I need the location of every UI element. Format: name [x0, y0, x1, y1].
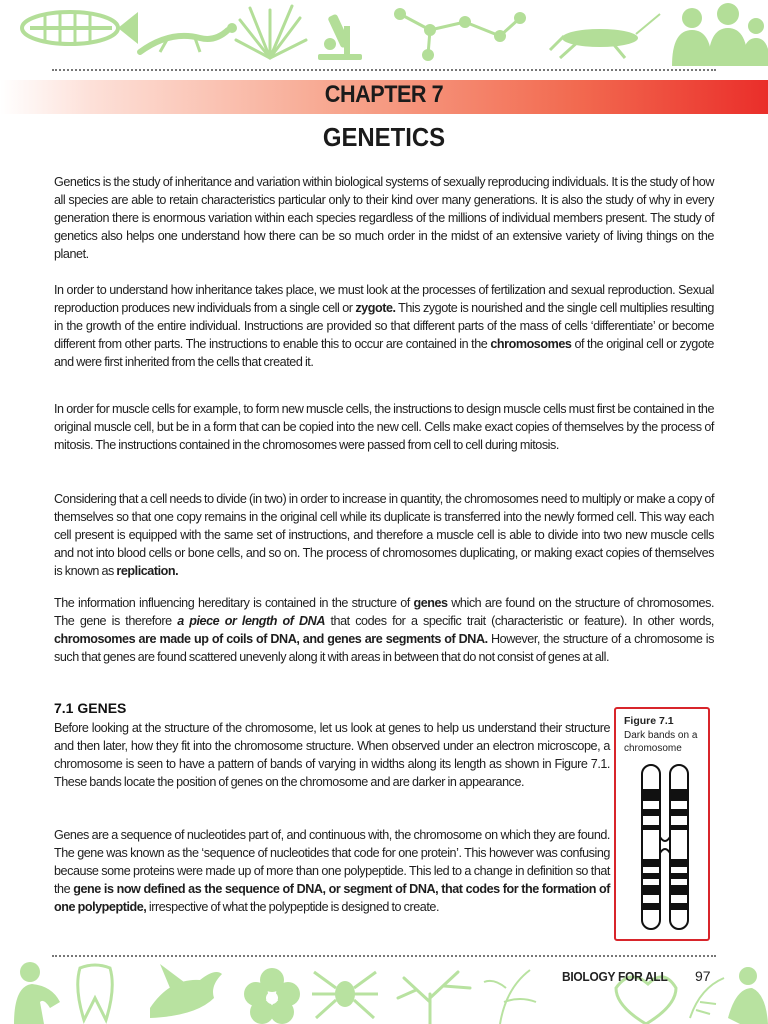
- dark-band: [640, 859, 690, 867]
- paragraph-4: [54, 490, 714, 580]
- text-run: Genes are a sequence of nucleotides part of, and continuous with, the chromosome on which they are found. The gene was known as the ‘sequence of nucleotides that code for one protein’. This however was confusing because some proteins were made up of more than one polypeptide. This led to a change in definition so that the: [54, 828, 610, 896]
- dark-band: [640, 825, 690, 830]
- text-run: that codes for a specific trait (characteristic or feature). In other words,: [324, 614, 714, 628]
- text-run: Genetics is the study of inheritance and variation within biological systems of sexually reproducing individuals. It is the study of how all species are able to retain characteristics particular only to their kind over many generations. It is also the study of why in every generation there is enormous variation within each species regardless of the millions of individual members present. The study of genetics also helps one understand how there can be so much order in the midst of an extensive variety of living things on the planet.: [54, 175, 714, 261]
- text-run: In order for muscle cells for example, to form new muscle cells, the instructions to design muscle cells must first be contained in the original muscle cell, but be in a form that can be copied into the new cell. Cells make exact copies of themselves by the process of mitosis. The instructions contained in the chromosomes were passed from cell to cell during mitosis.: [54, 402, 714, 452]
- header-dotted-rule: [52, 69, 716, 71]
- paragraph-2: [54, 281, 714, 371]
- paragraph-5: [54, 594, 714, 666]
- dark-band: [640, 885, 690, 895]
- people-icon: [672, 3, 768, 66]
- text-run: Considering that a cell needs to divide (in two) in order to increase in quantity, the chromosomes need to multiply or make a copy of themselves so that one copy remains in the original cell while its duplicate is transferred into the newly formed cell. This way each cell present is equipped with the same set of instructions, and therefore a muscle cell is able to divide into two new muscle cells and not into blood cells or bone cells, and so on. The process of chromosomes duplicating, or making exact copies of themselves is known as: [54, 492, 714, 578]
- fish-skeleton-icon: [22, 12, 138, 44]
- figure-label: Figure 7.1: [624, 715, 674, 727]
- text-run: of the original cell or zygote and were first inherited from the cells that created it.: [54, 337, 714, 369]
- text-run: The information influencing hereditary is contained in the structure of: [54, 596, 414, 610]
- text-run: gene is now defined as the sequence of DNA, or segment of DNA, that codes for the formation of one polypeptide,: [54, 882, 610, 914]
- lizard-icon: [140, 23, 237, 52]
- paragraph-1: [54, 173, 714, 263]
- plant-icon: [484, 970, 536, 1024]
- figure-caption: Dark bands on a chromosome: [624, 730, 698, 754]
- footer-book-title: BIOLOGY FOR ALL: [562, 969, 668, 984]
- text-run: irrespective of what the polypeptide is designed to create.: [146, 900, 439, 914]
- section-paragraph-1: [54, 719, 610, 791]
- dark-band: [640, 789, 690, 801]
- figure-7-1: [614, 707, 710, 941]
- text-run: This zygote is nourished and the single cell multiplies resulting in the growth of the entire individual. Instructions are provided so that different parts of the mass of cells ‘differentiate’ or become different from other parts. The instructions to enable this to occur are contained in the: [54, 301, 714, 351]
- molecule-icon: [394, 8, 526, 61]
- text-run: a piece or length of DNA: [177, 614, 325, 628]
- page-number: 97: [695, 968, 711, 984]
- text-run: In order to understand how inheritance takes place, we must look at the processes of fertilization and sexual reproduction. Sexual reproduction produces new individuals from a single cell or: [54, 283, 714, 315]
- person-icon: [14, 962, 60, 1024]
- text-run: However, the structure of a chromosome is such that genes are found scattered unevenly along it with areas in between that do not consist of genes at all.: [54, 632, 714, 664]
- plant-icon: [236, 6, 306, 58]
- section-heading: 7.1 GENES: [54, 700, 127, 716]
- section-paragraph-2: [54, 826, 610, 916]
- leaf-icon: [690, 978, 724, 1018]
- header-decoration-band: [0, 0, 768, 66]
- chromosome-diagram: [640, 763, 690, 931]
- chapter-label: CHAPTER 7: [324, 81, 444, 108]
- dark-band: [640, 903, 690, 910]
- dark-band: [640, 873, 690, 879]
- text-run: chromosomes are made up of coils of DNA, and genes are segments of DNA.: [54, 632, 488, 646]
- spider-icon: [312, 972, 378, 1018]
- tree-icon: [398, 972, 470, 1024]
- tooth-icon: [78, 965, 113, 1020]
- microscope-icon: [318, 13, 362, 60]
- text-run: chromosomes: [490, 337, 572, 351]
- text-run: Before looking at the structure of the chromosome, let us look at genes to help us understand their structure and then later, how they fit into the chromosome structure. When observed under an electron microscope, a chromosome is seen to have a pattern of bands of varying in widths along its length as shown in Figure 7.1. These bands locate the position of genes on the chromosome and are darker in appearance.: [54, 721, 610, 789]
- text-run: which are found on the structure of chromosomes. The gene is therefore: [54, 596, 714, 628]
- bird-icon: [150, 964, 222, 1018]
- person-icon: [728, 967, 768, 1024]
- footer-decoration-band: [0, 958, 768, 1024]
- text-run: replication.: [116, 564, 179, 578]
- text-run: genes: [413, 596, 448, 610]
- grasshopper-icon: [550, 14, 660, 58]
- text-run: zygote.: [355, 301, 396, 315]
- flower-icon: [244, 968, 300, 1024]
- paragraph-3: [54, 400, 714, 454]
- chapter-title: GENETICS: [322, 122, 446, 152]
- footer-dotted-rule: [52, 955, 716, 957]
- dark-band: [640, 809, 690, 816]
